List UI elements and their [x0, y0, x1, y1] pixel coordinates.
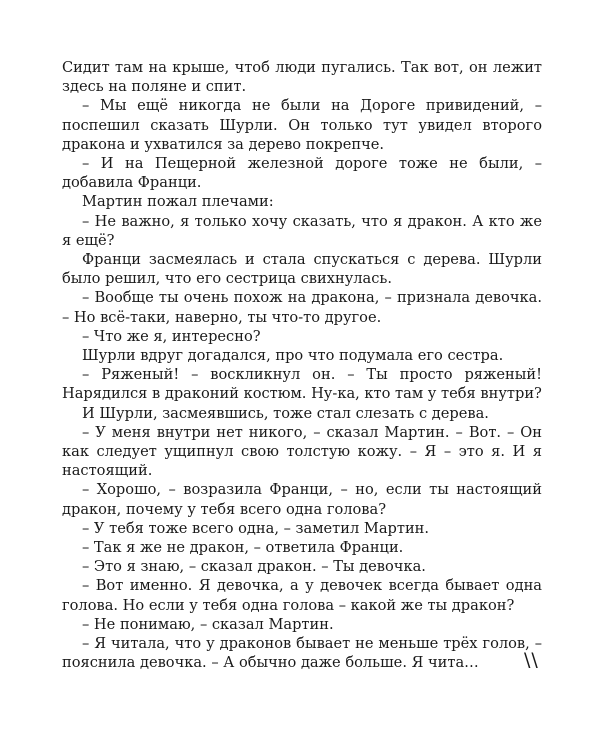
paragraph-1: Сидит там на крыше, чтоб люди пугались. Так вот, он лежит здесь на поляне и спит.: [62, 59, 542, 96]
paragraph-7: – Вообще ты очень похож на дракона, – признала девочка. – Но всё-таки, наверно, ты что-то другое.: [62, 289, 542, 326]
paragraph-13: – Хорошо, – возразила Франци, – но, если ты настоящий дракон, почему у тебя всего одна голова?: [62, 481, 542, 518]
paragraph-16: – Это я знаю, – сказал дракон. – Ты девочка.: [82, 558, 426, 576]
paragraph-2: – Мы ещё никогда не были на Дороге привидений, – поспешил сказать Шурли. Он только тут увидел второго дракона и ухватился за дерево покрепче.: [62, 97, 542, 153]
paragraph-8: – Что же я, интересно?: [82, 327, 261, 345]
page-text: [62, 58, 542, 673]
paragraph-6: Франци засмеялась и стала спускаться с дерева. Шурли было решил, что его сестрица свихнулась.: [62, 251, 542, 288]
paragraph-9: Шурли вдруг догадался, про что подумала его сестра.: [82, 347, 504, 365]
paragraph-3: – И на Пещерной железной дороге тоже не были, – добавила Франци.: [62, 155, 542, 192]
paragraph-12: – У меня внутри нет никого, – сказал Мартин. – Вот. – Он как следует ущипнул свою толстую кожу. – Я – это я. И я настоящий.: [62, 423, 542, 480]
paragraph-4: Мартин пожал плечами:: [82, 193, 274, 211]
page-mark: \\: [524, 649, 539, 671]
paragraph-17: – Вот именно. Я девочка, а у девочек всегда бывает одна голова. Но если у тебя одна голова – какой же ты дракон?: [62, 577, 542, 614]
paragraph-5: – Не важно, я только хочу сказать, что я дракон. А кто же я ещё?: [62, 212, 542, 249]
paragraph-14: – У тебя тоже всего одна, – заметил Мартин.: [82, 519, 430, 537]
paragraph-10: – Ряженый! – воскликнул он. – Ты просто ряженый! Нарядился в драконий костюм. Ну-ка, кто там у тебя внутри?: [62, 366, 542, 403]
paragraph-15: – Так я же не дракон, – ответила Франци.: [82, 539, 404, 557]
paragraph-11: И Шурли, засмеявшись, тоже стал слезать с дерева.: [82, 404, 489, 422]
paragraph-19: – Я читала, что у драконов бывает не меньше трёх голов, – пояснила девочка. – А обычно даже больше. Я чита…: [62, 635, 542, 672]
paragraph-18: – Не понимаю, – сказал Мартин.: [82, 615, 334, 633]
